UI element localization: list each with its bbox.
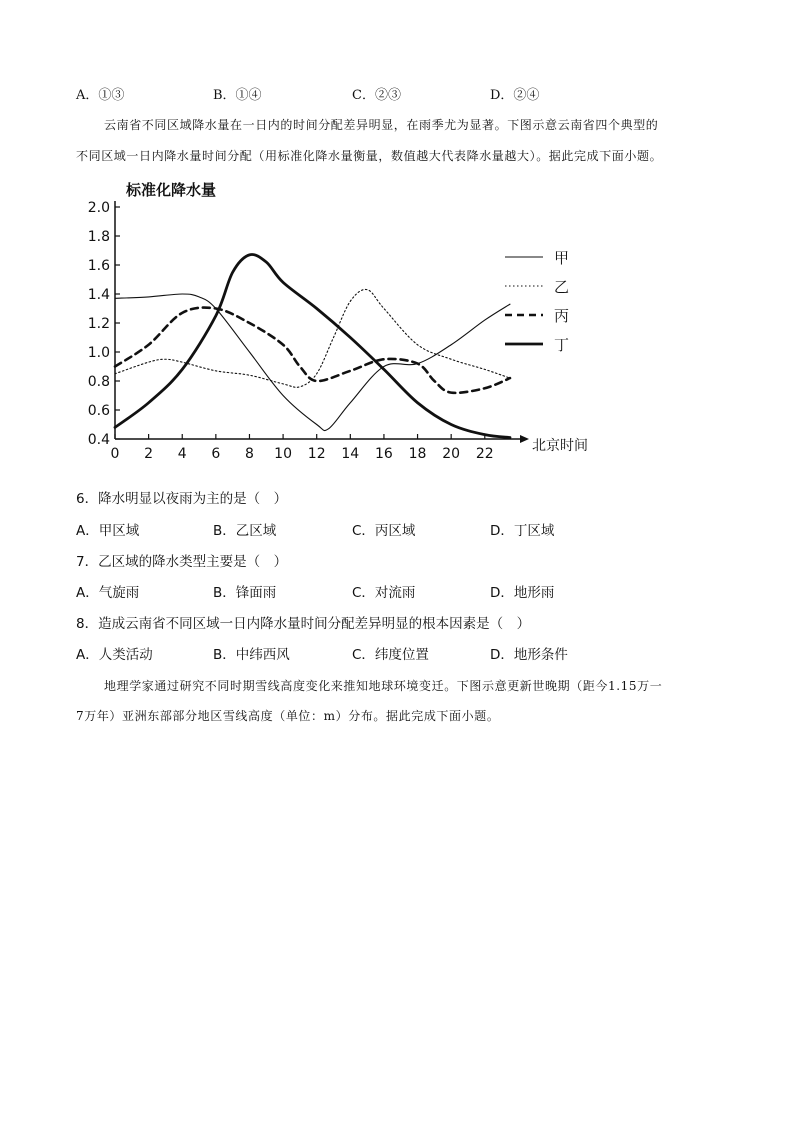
q7-option-a[interactable]: A．气旋雨 — [76, 585, 140, 601]
x-tick-label: 6 — [211, 446, 221, 462]
option-b[interactable]: B．①④ — [213, 88, 262, 103]
option-a[interactable]: A．①③ — [76, 88, 125, 103]
q8-option-a[interactable]: A．人类活动 — [76, 647, 153, 663]
q7-option-c[interactable]: C．对流雨 — [352, 585, 416, 601]
y-axis-label: 标准化降水量 — [126, 181, 217, 199]
y-tick-label: 1.0 — [87, 345, 110, 361]
legend-label-3: 丙 — [554, 307, 570, 325]
x-tick-label: 14 — [341, 446, 360, 462]
x-tick-label: 2 — [144, 446, 154, 462]
y-tick-label: 1.2 — [87, 316, 110, 332]
x-tick-label: 10 — [274, 446, 292, 462]
q8-option-b[interactable]: B．中纬西风 — [213, 647, 290, 663]
q8-option-d[interactable]: D．地形条件 — [490, 647, 568, 663]
q7-option-b[interactable]: B．锋面雨 — [213, 585, 277, 601]
y-tick-label: 0.6 — [87, 403, 110, 419]
legend-label-1: 甲 — [554, 249, 570, 267]
intro-line-2: 不同区域一日内降水量时间分配（用标准化降水量衡量，数值越大代表降水量越大）。据此完成下面小题。 — [76, 149, 663, 163]
q7-option-d[interactable]: D．地形雨 — [490, 585, 555, 601]
question-8: 8．造成云南省不同区域一日内降水量时间分配差异明显的根本因素是（ ） — [76, 616, 531, 632]
y-tick-label: 0.4 — [87, 432, 110, 448]
outro-line-2: 7万年）亚洲东部部分地区雪线高度（单位：m）分布。据此完成下面小题。 — [76, 709, 500, 723]
series-line-1 — [115, 294, 510, 431]
y-tick-label: 1.6 — [87, 258, 110, 274]
x-tick-label: 8 — [245, 446, 254, 462]
intro-line-1: 云南省不同区域降水量在一日内的时间分配差异明显，在雨季尤为显著。下图示意云南省四个典型的 — [104, 118, 659, 132]
y-tick-label: 1.8 — [87, 229, 110, 245]
q6-option-a[interactable]: A．甲区域 — [76, 523, 140, 539]
x-tick-label: 16 — [375, 446, 393, 462]
question-6: 6．降水明显以夜雨为主的是（ ） — [76, 491, 288, 507]
x-tick-label: 20 — [442, 446, 461, 462]
legend-label-4: 丁 — [554, 336, 570, 354]
question-7: 7．乙区域的降水类型主要是（ ） — [76, 554, 288, 570]
y-tick-label: 0.8 — [87, 374, 110, 390]
x-axis-arrow-icon — [520, 435, 529, 443]
x-tick-label: 18 — [408, 446, 427, 462]
y-tick-label: 2.0 — [87, 200, 110, 216]
q6-option-d[interactable]: D．丁区域 — [490, 523, 555, 539]
precipitation-chart — [80, 175, 610, 465]
option-d[interactable]: D．②④ — [490, 88, 540, 103]
outro-line-1: 地理学家通过研究不同时期雪线高度变化来推知地球环境变迁。下图示意更新世晚期（距今1.15万一 — [104, 679, 663, 693]
x-tick-label: 12 — [307, 446, 326, 462]
legend-label-2: 乙 — [554, 278, 570, 296]
option-c[interactable]: C．②③ — [352, 88, 401, 103]
x-tick-label: 0 — [110, 446, 120, 462]
q6-option-c[interactable]: C．丙区域 — [352, 523, 416, 539]
q8-option-c[interactable]: C．纬度位置 — [352, 647, 429, 663]
series-line-4 — [115, 254, 510, 437]
y-tick-label: 1.4 — [87, 287, 110, 303]
x-tick-label: 22 — [475, 446, 494, 462]
q6-option-b[interactable]: B．乙区域 — [213, 523, 277, 539]
x-tick-label: 4 — [177, 446, 187, 462]
x-axis-label: 北京时间 — [532, 438, 588, 454]
